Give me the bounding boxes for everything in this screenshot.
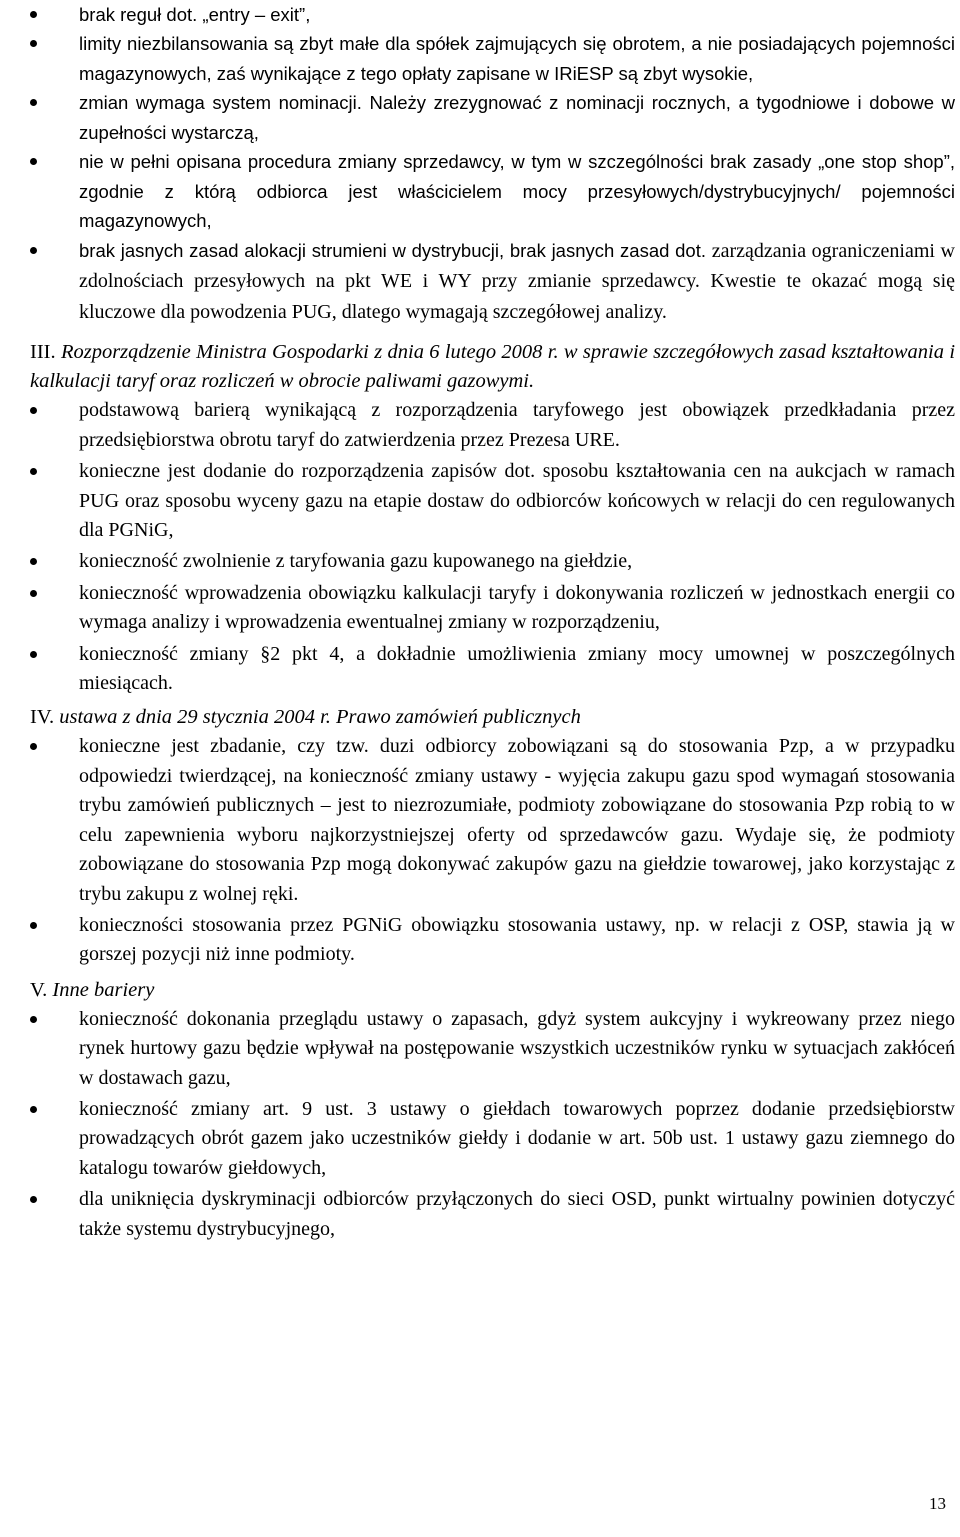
- section-iii-list: [30, 396, 955, 698]
- section-title: ustawa z dnia 29 stycznia 2004 r. Prawo zamówień publicznych: [59, 706, 581, 729]
- list-item: konieczne jest zbadanie, czy tzw. duzi odbiorcy zobowiązani są do stosowania Pzp, a w przypadku odpowiedzi twierdzącej, na konieczność zmiany ustawy - wyjęcia zakupu gazu spod wymagań stosowania trybu zamówień publicznych – jest to niezrozumiałe, podmioty zobowiązane do stosowania Pzp robią to w celu zapewnienia wyboru najkorzystniejszej oferty od sprzedawców gazu. Wydaje się, że podmioty zobowiązane do stosowania Pzp mogą dokonywać zakupów gazu na giełdzie towarowej, jako korzystając z trybu zakupu z wolnej ręki.: [30, 732, 955, 908]
- list-item: konieczność zmiany art. 9 ust. 3 ustawy o giełdach towarowych poprzez dodanie przedsiębiorstw prowadzących obrót gazem jako uczestników giełdy i dodanie w art. 50b ust. 1 ustawy gazu ziemnego do katalogu towarów giełdowych,: [30, 1095, 955, 1183]
- list-item: konieczne jest dodanie do rozporządzenia zapisów dot. sposobu kształtowania cen na aukcjach w ramach PUG oraz sposobu wyceny gazu na etapie dostaw do odbiorców końcowych w relacji do cen regulowanych dla PGNiG,: [30, 457, 955, 545]
- list-item: brak reguł dot. „entry – exit”,: [30, 0, 955, 29]
- list-item: nie w pełni opisana procedura zmiany sprzedawcy, w tym w szczególności brak zasady „one stop shop”, zgodnie z którą odbiorca jest właścicielem mocy przesyłowych/dystrybucyjnych/ pojemności magazynowych,: [30, 147, 955, 236]
- list-item: limity niezbilansowania są zbyt małe dla spółek zajmujących się obrotem, a nie posiadających pojemności magazynowych, zaś wynikające z tego opłaty zapisane w IRiESP są zbyt wysokie,: [30, 29, 955, 88]
- list-item: [30, 88, 955, 147]
- list-item: konieczność wprowadzenia obowiązku kalkulacji taryfy i dokonywania rozliczeń w jednostkach energii co wymaga analizy i wprowadzenia ewentualnej zmiany w rozporządzeniu,: [30, 579, 955, 638]
- section-iv-list: [30, 732, 955, 969]
- list-item: konieczności stosowania przez PGNiG obowiązku stosowania ustawy, np. w relacji z OSP, stawia ją w gorszej pozycji niż inne podmioty.: [30, 911, 955, 970]
- section-number: IV.: [30, 706, 55, 729]
- section-title: Inne bariery: [52, 978, 155, 1001]
- top-bullet-list: [30, 0, 955, 327]
- section-v-list: [30, 1005, 955, 1244]
- section-title: Rozporządzenie Ministra Gospodarki z dnia 6 lutego 2008 r. w sprawie szczegółowych zasad kształtowania i kalkulacji taryf oraz rozliczeń w obrocie paliwami gazowymi.: [30, 341, 956, 393]
- item-text-continuation: zarządzania ograniczeniami w zdolnościach przesyłowych na pkt WE i WY przy zmianie sprzedawcy. Kwestie te okazać mogą się kluczowe dla powodzenia PUG, dlatego wymagają szczegółowej analizy.: [79, 239, 955, 323]
- section-heading-iii: [30, 338, 955, 396]
- section-heading-v: [30, 976, 955, 1005]
- section-heading-iv: [30, 703, 955, 732]
- list-item: [30, 236, 955, 328]
- section-number: V.: [30, 978, 48, 1001]
- list-item: konieczność zmiany §2 pkt 4, a dokładnie umożliwienia zmiany mocy umownej w poszczególnych miesiącach.: [30, 640, 955, 699]
- page-content: [30, 0, 955, 1244]
- section-number: III.: [30, 341, 56, 364]
- list-item: podstawową barierą wynikającą z rozporządzenia taryfowego jest obowiązek przedkładania przez przedsiębiorstwa obrotu taryf do zatwierdzenia przez Prezesa URE.: [30, 396, 955, 455]
- item-text: brak jasnych zasad alokacji strumieni w dystrybucji, brak jasnych zasad dot.: [79, 239, 706, 261]
- item-text: zmian wymaga system nominacji. Należy zrezygnować z nominacji rocznych, a tygodniowe i dobowe w zupełności wystarczą,: [79, 92, 955, 143]
- list-item: konieczność zwolnienie z taryfowania gazu kupowanego na giełdzie,: [30, 547, 955, 576]
- page-number: 13: [929, 1494, 946, 1513]
- list-item: dla uniknięcia dyskryminacji odbiorców przyłączonych do sieci OSD, punkt wirtualny powinien dotyczyć także systemu dystrybucyjnego,: [30, 1185, 955, 1244]
- list-item: konieczność dokonania przeglądu ustawy o zapasach, gdyż system aukcyjny i wykreowany przez niego rynek hurtowy gazu będzie wpływał na postępowanie wszystkich uczestników rynku w sytuacjach zakłóceń w dostawach gazu,: [30, 1005, 955, 1093]
